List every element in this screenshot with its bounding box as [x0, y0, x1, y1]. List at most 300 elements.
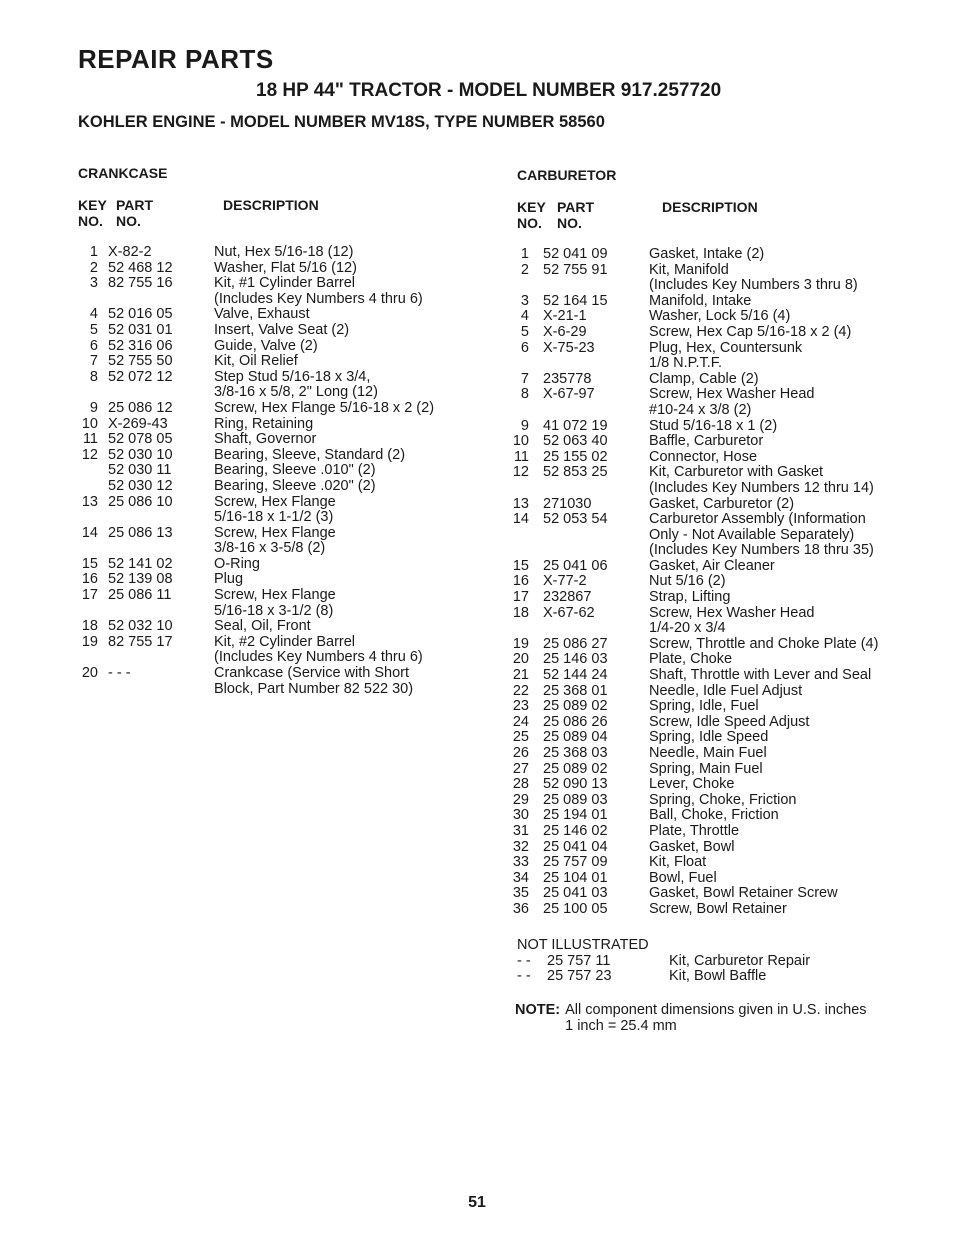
key-number: 8 [89, 368, 98, 385]
description-line: Needle, Idle Fuel Adjust [649, 682, 803, 699]
key-number: 33 [512, 854, 529, 871]
part-number: X-269-43 [108, 415, 168, 432]
key-number: 32 [512, 838, 529, 855]
part-number: - - - [108, 665, 131, 682]
description-line: Screw, Idle Speed Adjust [649, 713, 810, 730]
part-number: 52 090 13 [543, 776, 608, 793]
key-number: 1 [89, 244, 98, 260]
part-number: 25 368 03 [543, 745, 608, 761]
list-item [509, 902, 929, 918]
key-number: 4 [89, 306, 98, 323]
description-line: Nut 5/16 (2) [649, 573, 726, 590]
key-number: 22 [512, 682, 529, 699]
list-item [509, 886, 929, 902]
part-number: 52 164 15 [543, 292, 608, 309]
key-number: 14 [512, 511, 529, 528]
key-number: 3 [89, 275, 98, 292]
list-item [509, 730, 929, 746]
key-number: 19 [81, 633, 98, 650]
part-number: 25 757 09 [543, 854, 608, 871]
note-line: 1 inch = 25.4 mm [565, 1018, 677, 1034]
description-line: Gasket, Bowl [649, 838, 735, 855]
part-description [649, 512, 929, 559]
part-description [649, 855, 929, 871]
part-description [649, 777, 929, 793]
list-item [78, 588, 498, 619]
description-line: 3/8-16 x 5/8, 2" Long (12) [214, 384, 378, 401]
description-line: Ball, Choke, Friction [649, 807, 779, 824]
part-number: X-82-2 [108, 244, 152, 260]
description-line: Clamp, Cable (2) [649, 370, 759, 387]
list-item [78, 261, 498, 277]
part-description [214, 635, 498, 666]
key-number: 18 [81, 618, 98, 635]
part-description [214, 276, 498, 307]
part-description [649, 637, 929, 653]
part-description [649, 590, 929, 606]
part-description: Kit, Carburetor Repair [669, 952, 811, 969]
description-line: 1/4-20 x 3/4 [649, 620, 726, 637]
description-line: 5/16-18 x 1-1/2 (3) [214, 509, 334, 526]
part-number: 25 757 11 [547, 952, 611, 969]
part-description [649, 325, 929, 341]
description-line: Step Stud 5/16-18 x 3/4, [214, 368, 371, 385]
description-line: (Includes Key Numbers 4 thru 6) [214, 290, 423, 307]
part-description [649, 762, 929, 778]
part-description [649, 372, 929, 388]
list-item [509, 715, 929, 731]
key-number: 34 [512, 869, 529, 886]
list-item [78, 666, 498, 697]
key-number: 9 [89, 399, 98, 416]
description-line: Plug [214, 571, 244, 588]
description-line: Lever, Choke [649, 776, 735, 793]
description-line: Needle, Main Fuel [649, 745, 767, 761]
part-description [214, 339, 498, 355]
key-number: 4 [520, 308, 529, 325]
description-line: Stud 5/16-18 x 1 (2) [649, 417, 778, 434]
description-line: Guide, Valve (2) [214, 337, 318, 354]
part-description [649, 715, 929, 731]
part-description [649, 668, 929, 684]
list-item [509, 808, 929, 824]
description-line: Gasket, Air Cleaner [649, 557, 775, 574]
key-number: 1 [520, 246, 529, 262]
part-description [214, 666, 498, 697]
part-number: 52 755 91 [543, 261, 608, 278]
part-number: 52 016 05 [108, 306, 173, 323]
list-item [509, 855, 929, 871]
part-description [649, 684, 929, 700]
crankcase-part-header-line1: PART [116, 197, 154, 213]
part-description [214, 619, 498, 635]
page-number: 51 [468, 1194, 486, 1211]
key-number: 6 [520, 339, 529, 356]
part-description [649, 808, 929, 824]
list-item [509, 450, 929, 466]
part-number: X-67-62 [543, 604, 595, 621]
list-item [78, 557, 498, 573]
part-number: 25 086 27 [543, 635, 608, 652]
list-item [78, 417, 498, 433]
description-line: 1/8 N.P.T.F. [649, 355, 723, 372]
part-description [649, 746, 929, 762]
part-description [649, 309, 929, 325]
description-line: (Includes Key Numbers 18 thru 35) [649, 542, 874, 559]
dimensions-note [515, 1002, 867, 1034]
part-description [214, 307, 498, 323]
list-item [78, 339, 498, 355]
description-line: Plate, Throttle [649, 822, 740, 839]
list-item [517, 969, 810, 985]
description-line: Screw, Throttle and Choke Plate (4) [649, 635, 879, 652]
crankcase-key-header-line2: NO. [78, 213, 103, 229]
list-item [517, 954, 810, 970]
part-number: 25 146 03 [543, 651, 608, 668]
description-line: Carburetor Assembly (Information [649, 511, 866, 528]
part-number: 52 078 05 [108, 431, 173, 448]
part-description [214, 572, 498, 588]
description-line: Washer, Flat 5/16 (12) [214, 259, 357, 276]
not-illustrated-title: NOT ILLUSTRATED [517, 937, 649, 953]
list-item [509, 699, 929, 715]
description-line: Bearing, Sleeve .010" (2) [214, 462, 376, 479]
part-number: 25 757 23 [547, 968, 612, 985]
description-line: Only - Not Available Separately) [649, 526, 855, 543]
part-number: 25 086 13 [108, 524, 173, 541]
part-number: 52 030 11 [108, 462, 172, 479]
key-number: 9 [520, 417, 529, 434]
not-illustrated-section [517, 938, 810, 985]
crankcase-part-header-line2: NO. [116, 213, 141, 229]
key-number: 11 [82, 431, 98, 448]
description-line: Bearing, Sleeve, Standard (2) [214, 446, 406, 463]
key-number: 17 [512, 589, 529, 606]
list-item [509, 590, 929, 606]
list-item [509, 746, 929, 762]
list-item [78, 370, 498, 401]
key-number: 18 [512, 604, 529, 621]
part-description [214, 417, 498, 433]
key-number: 11 [513, 448, 529, 465]
description-line: Ring, Retaining [214, 415, 314, 432]
description-line: Shaft, Governor [214, 431, 317, 448]
key-number: 36 [512, 900, 529, 917]
crankcase-key-header [78, 197, 107, 229]
part-description [214, 588, 498, 619]
part-number: 52 041 09 [543, 246, 608, 262]
key-number: 10 [81, 415, 98, 432]
list-item [509, 465, 929, 496]
part-number: 41 072 19 [543, 417, 608, 434]
list-item [509, 840, 929, 856]
part-number: 235778 [543, 370, 592, 387]
part-description [214, 448, 498, 464]
key-number: 16 [512, 573, 529, 590]
part-description [214, 323, 498, 339]
part-description [649, 699, 929, 715]
list-item [78, 401, 498, 417]
crankcase-section-title: CRANKCASE [78, 165, 168, 181]
key-number: - - [517, 952, 531, 969]
list-item [509, 341, 929, 372]
part-number: 52 030 10 [108, 446, 173, 463]
description-line: Gasket, Bowl Retainer Screw [649, 885, 838, 902]
list-item [509, 419, 929, 435]
part-description [649, 450, 929, 466]
part-number: 52 139 08 [108, 571, 173, 588]
crankcase-description-header: DESCRIPTION [223, 197, 319, 213]
part-number: 25 368 01 [543, 682, 608, 699]
key-number: 35 [512, 885, 529, 902]
description-line: Plate, Choke [649, 651, 733, 668]
description-line: 5/16-18 x 3-1/2 (8) [214, 602, 334, 619]
carburetor-key-header-line2: NO. [517, 215, 542, 231]
carburetor-section-title: CARBURETOR [517, 167, 617, 183]
description-line: Gasket, Carburetor (2) [649, 495, 795, 512]
description-line: Washer, Lock 5/16 (4) [649, 308, 791, 325]
key-number: 24 [512, 713, 529, 730]
list-item [78, 354, 498, 370]
key-number: 13 [512, 495, 529, 512]
description-line: (Includes Key Numbers 3 thru 8) [649, 277, 858, 294]
part-number: 25 041 03 [543, 885, 608, 902]
part-description [649, 294, 929, 310]
description-line: Crankcase (Service with Short [214, 665, 410, 682]
list-item [78, 635, 498, 666]
key-number: 31 [512, 822, 529, 839]
carburetor-part-header-line2: NO. [557, 215, 582, 231]
page-title: REPAIR PARTS [78, 44, 274, 74]
part-number: 52 141 02 [108, 555, 173, 572]
description-line: (Includes Key Numbers 12 thru 14) [649, 479, 874, 496]
list-item [509, 606, 929, 637]
part-number: 52 030 12 [108, 477, 173, 494]
key-number: 7 [520, 370, 529, 387]
part-number: 52 468 12 [108, 259, 173, 276]
key-number: 19 [512, 635, 529, 652]
part-description [214, 495, 498, 526]
key-number: 12 [81, 446, 98, 463]
part-number: 25 089 04 [543, 729, 608, 746]
description-line: Shaft, Throttle with Lever and Seal [649, 667, 872, 684]
description-line: Screw, Hex Cap 5/16-18 x 2 (4) [649, 323, 852, 340]
description-line: Kit, Float [649, 854, 707, 871]
key-number: 23 [512, 698, 529, 715]
key-number: 7 [89, 353, 98, 370]
part-number: 52 755 50 [108, 353, 173, 370]
part-description [649, 871, 929, 887]
carburetor-key-header [517, 199, 546, 231]
part-description: Kit, Bowl Baffle [669, 968, 767, 985]
part-description [649, 341, 929, 372]
part-number: X-75-23 [543, 339, 595, 356]
description-line: Kit, Manifold [649, 261, 729, 278]
part-number: 52 072 12 [108, 368, 173, 385]
part-description [649, 419, 929, 435]
key-number: 2 [89, 259, 98, 276]
key-number: 2 [520, 261, 529, 278]
description-line: 3/8-16 x 3-5/8 (2) [214, 540, 326, 557]
part-number: 82 755 17 [108, 633, 173, 650]
key-number: 5 [520, 323, 529, 340]
description-line: Kit, #2 Cylinder Barrel [214, 633, 356, 650]
list-item [78, 495, 498, 526]
key-number: - - [517, 968, 531, 985]
description-line: Insert, Valve Seat (2) [214, 321, 350, 338]
key-number: 21 [512, 667, 529, 684]
list-item [509, 668, 929, 684]
part-number: 25 086 11 [108, 587, 172, 604]
part-description [214, 245, 498, 261]
list-item [509, 294, 929, 310]
description-line: Spring, Main Fuel [649, 760, 763, 777]
key-number: 29 [512, 791, 529, 808]
description-line: Spring, Choke, Friction [649, 791, 797, 808]
list-item [509, 637, 929, 653]
part-number: 52 032 10 [108, 618, 173, 635]
description-line: Screw, Hex Flange 5/16-18 x 2 (2) [214, 399, 435, 416]
part-number: 52 063 40 [543, 433, 608, 450]
list-item [78, 479, 498, 495]
list-item [78, 619, 498, 635]
list-item [509, 762, 929, 778]
part-number: 25 041 06 [543, 557, 608, 574]
list-item [78, 432, 498, 448]
key-number: 30 [512, 807, 529, 824]
part-number: 25 155 02 [543, 448, 608, 465]
list-item [509, 247, 929, 263]
part-number: X-6-29 [543, 323, 587, 340]
part-description [214, 557, 498, 573]
part-number: 232867 [543, 589, 592, 606]
part-number: 52 144 24 [543, 667, 608, 684]
crankcase-parts-list [78, 245, 498, 697]
key-number: 20 [81, 665, 98, 682]
description-line: Bowl, Fuel [649, 869, 717, 886]
description-line: Screw, Hex Flange [214, 524, 336, 541]
description-line: Nut, Hex 5/16-18 (12) [214, 244, 354, 260]
list-item [509, 777, 929, 793]
carburetor-part-header [557, 199, 594, 231]
description-line: Bearing, Sleeve .020" (2) [214, 477, 376, 494]
key-number: 28 [512, 776, 529, 793]
part-number: 52 053 54 [543, 511, 608, 528]
part-description [649, 387, 929, 418]
list-item [78, 276, 498, 307]
part-number: 25 089 02 [543, 760, 608, 777]
description-line: Kit, Oil Relief [214, 353, 298, 370]
crankcase-key-header-line1: KEY [78, 197, 107, 213]
key-number [78, 479, 98, 495]
part-description [214, 479, 498, 495]
crankcase-part-header [116, 197, 153, 229]
part-number: 25 086 10 [108, 493, 173, 510]
description-line: Connector, Hose [649, 448, 758, 465]
part-number: X-21-1 [543, 308, 587, 325]
part-number: 25 089 03 [543, 791, 608, 808]
part-number: 25 104 01 [543, 869, 608, 886]
key-number: 8 [520, 386, 529, 403]
part-description [214, 463, 498, 479]
description-line: Seal, Oil, Front [214, 618, 311, 635]
key-number: 16 [81, 571, 98, 588]
description-line: Gasket, Intake (2) [649, 246, 765, 262]
key-number: 12 [512, 464, 529, 481]
key-number: 20 [512, 651, 529, 668]
key-number: 17 [81, 587, 98, 604]
list-item [509, 652, 929, 668]
description-line: Block, Part Number 82 522 30) [214, 680, 414, 697]
description-line: (Includes Key Numbers 4 thru 6) [214, 649, 423, 666]
list-item [78, 572, 498, 588]
key-number: 15 [512, 557, 529, 574]
description-line: Manifold, Intake [649, 292, 752, 309]
list-item [509, 325, 929, 341]
part-description [214, 370, 498, 401]
key-number: 6 [89, 337, 98, 354]
part-description [649, 559, 929, 575]
description-line: Kit, #1 Cylinder Barrel [214, 275, 356, 292]
part-description [649, 793, 929, 809]
part-number: 25 146 02 [543, 822, 608, 839]
key-number: 15 [81, 555, 98, 572]
note-text [565, 1002, 866, 1034]
description-line: #10-24 x 3/8 (2) [649, 401, 752, 418]
part-number: 82 755 16 [108, 275, 173, 292]
description-line: Screw, Hex Washer Head [649, 604, 815, 621]
part-number: X-67-97 [543, 386, 595, 403]
list-item [78, 307, 498, 323]
list-item [78, 323, 498, 339]
description-line: Plug, Hex, Countersunk [649, 339, 803, 356]
list-item [78, 526, 498, 557]
list-item [509, 559, 929, 575]
part-description [214, 261, 498, 277]
note-line: All component dimensions given in U.S. inches [565, 1002, 867, 1018]
list-item [509, 434, 929, 450]
carburetor-parts-list [509, 247, 929, 918]
description-line: Screw, Bowl Retainer [649, 900, 787, 917]
part-description [649, 247, 929, 263]
part-description [649, 465, 929, 496]
list-item [509, 497, 929, 513]
part-description [649, 497, 929, 513]
part-description [214, 401, 498, 417]
part-number: 25 100 05 [543, 900, 608, 917]
part-number: 25 089 02 [543, 698, 608, 715]
description-line: Screw, Hex Flange [214, 493, 336, 510]
key-number: 26 [512, 745, 529, 761]
part-number: X-77-2 [543, 573, 587, 590]
part-number: 52 031 01 [108, 321, 173, 338]
part-description [649, 434, 929, 450]
carburetor-part-header-line1: PART [557, 199, 595, 215]
part-number: 52 853 25 [543, 464, 608, 481]
part-number: 271030 [543, 495, 592, 512]
list-item [509, 793, 929, 809]
key-number: 5 [89, 321, 98, 338]
list-item [509, 574, 929, 590]
part-description [649, 730, 929, 746]
part-description [214, 354, 498, 370]
carburetor-description-header: DESCRIPTION [662, 199, 758, 215]
part-number: 25 086 26 [543, 713, 608, 730]
description-line: Kit, Carburetor with Gasket [649, 464, 824, 481]
description-line: Screw, Hex Flange [214, 587, 336, 604]
list-item [509, 512, 929, 559]
list-item [509, 871, 929, 887]
